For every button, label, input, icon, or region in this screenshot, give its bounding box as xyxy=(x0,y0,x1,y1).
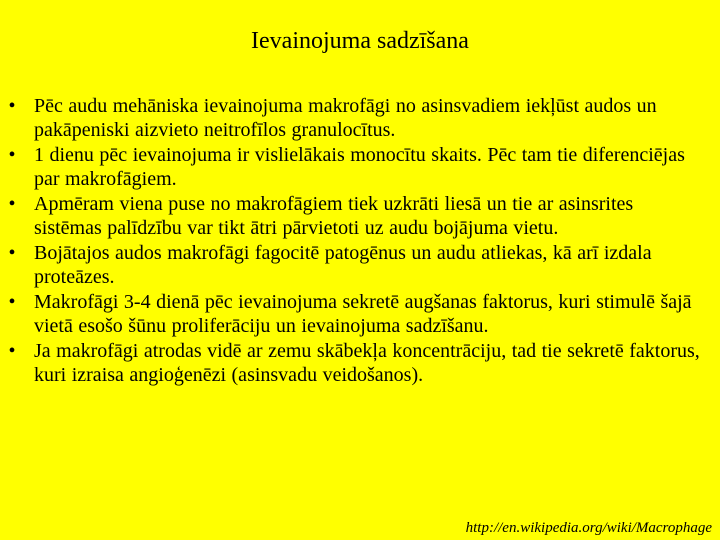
bullet-dot-icon: • xyxy=(8,242,16,264)
bullet-text: 1 dienu pēc ievainojuma ir vislielākais monocītu skaits. Pēc tam tie diferenciējas par makrofāgiem. xyxy=(34,144,685,190)
bullet-dot-icon: • xyxy=(8,95,16,117)
bullet-text: Bojātajos audos makrofāgi fagocitē patogēnus un audu atliekas, kā arī izdala proteāzes. xyxy=(34,242,652,288)
bullet-text: Makrofāgi 3-4 dienā pēc ievainojuma sekretē augšanas faktorus, kuri stimulē šajā vietā esošo šūnu proliferāciju un ievainojuma sadzīšanu. xyxy=(34,291,692,337)
bullet-item xyxy=(0,193,700,240)
bullet-item xyxy=(0,242,700,289)
bullet-text: Apmēram viena puse no makrofāgiem tiek uzkrāti liesā un tie ar asinsrites sistēmas palīdzību var tikt ātri pārvietoti uz audu bojājuma vietu. xyxy=(34,193,634,239)
bullet-list xyxy=(0,95,700,389)
source-link[interactable]: http://en.wikipedia.org/wiki/Macrophage xyxy=(465,520,712,536)
bullet-dot-icon: • xyxy=(8,193,16,215)
bullet-dot-icon: • xyxy=(8,340,16,362)
bullet-item xyxy=(0,144,700,191)
bullet-item xyxy=(0,95,700,142)
bullet-item xyxy=(0,291,700,338)
bullet-item xyxy=(0,340,700,387)
slide-title: Ievainojuma sadzīšana xyxy=(251,28,469,54)
bullet-text: Ja makrofāgi atrodas vidē ar zemu skābekļa koncentrāciju, tad tie sekretē faktorus, kuri izraisa angioģenēzi (asinsvadu veidošanos). xyxy=(34,340,700,386)
bullet-text: Pēc audu mehāniska ievainojuma makrofāgi no asinsvadiem iekļūst audos un pakāpeniski aizvieto neitrofīlos granulocītus. xyxy=(34,95,657,141)
bullet-dot-icon: • xyxy=(8,291,16,313)
bullet-dot-icon: • xyxy=(8,144,16,166)
